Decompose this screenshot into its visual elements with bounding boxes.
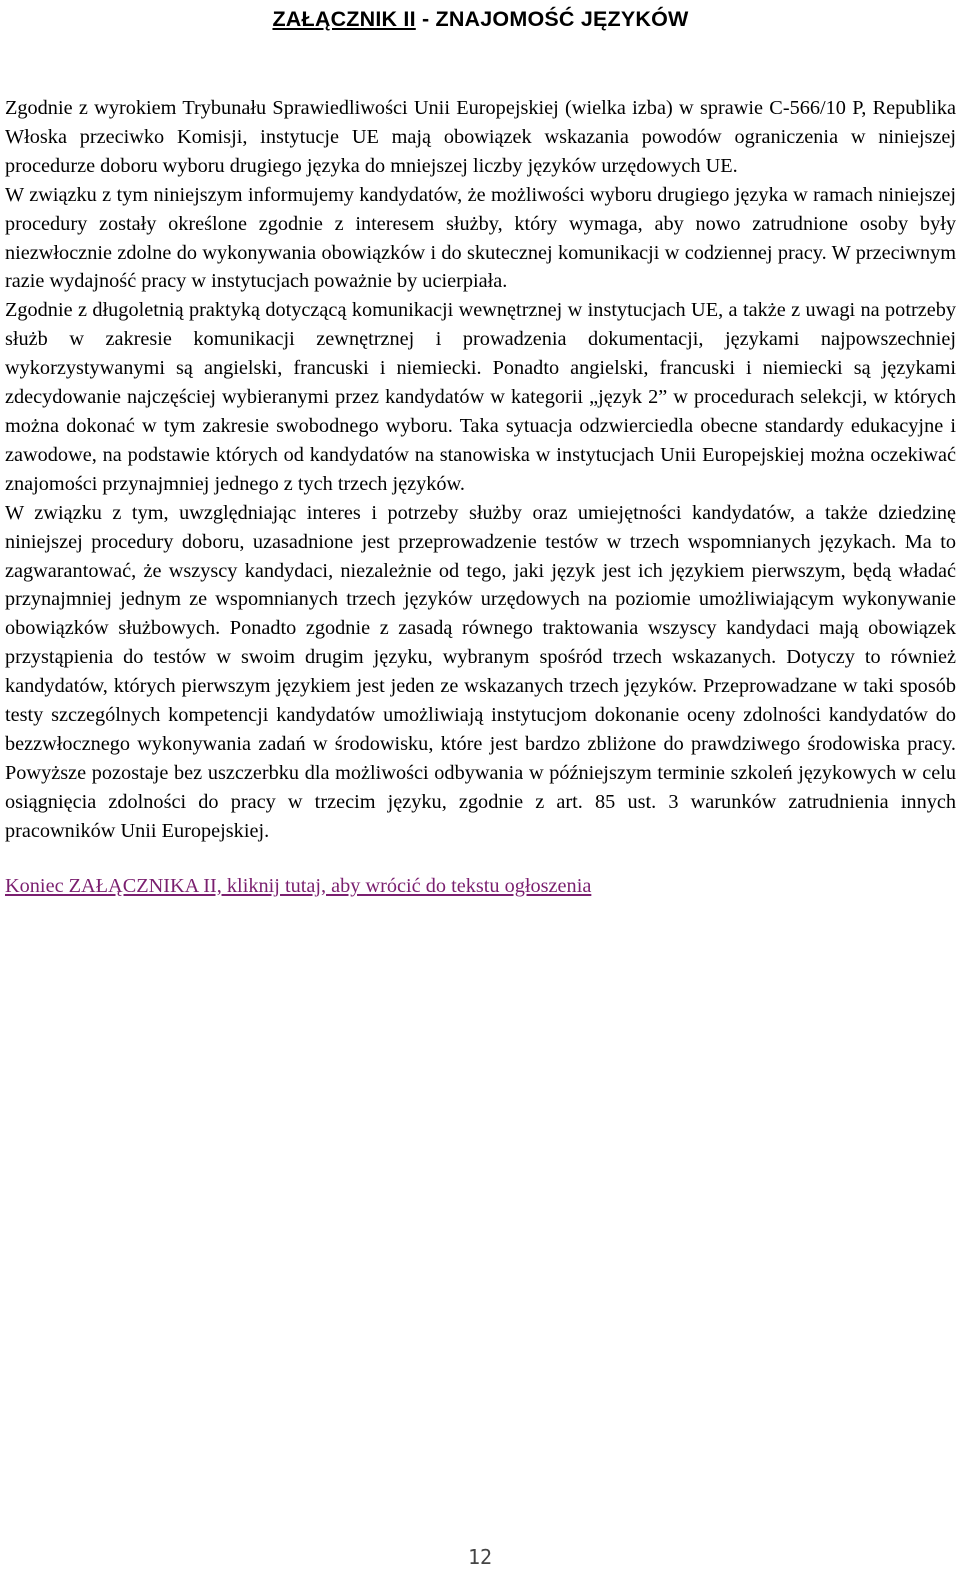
page-number: 12 — [467, 1545, 493, 1569]
page-title — [5, 6, 956, 32]
paragraph-language-choice: W związku z tym niniejszym informujemy kandydatów, że możliwości wyboru drugiego języka w ramach niniejszej procedury zostały określone zgodnie z interesem służby, który wymaga, aby nowo zatrudnione osoby były niezwłocznie zdolne do wykonywania obowiązków i do skutecznej komunikacji w codziennej pracy. W przeciwnym razie wydajność pracy w instytucjach poważnie by ucierpiała. — [5, 183, 956, 293]
document-page — [5, 0, 956, 921]
paragraph-common-languages: Zgodnie z długoletnią praktyką dotyczącą komunikacji wewnętrznej w instytucjach UE, a także z uwagi na potrzeby służb w zakresie komunikacji zewnętrznej i prowadzenia dokumentacji, językami najpowszechniej wykorzystywanymi są angielski, francuski i niemiecki. Ponadto angielski, francuski i niemiecki są językami zdecydowanie najczęściej wybieranymi przez kandydatów w kategorii „język 2” w procedurach selekcji, w których można dokonać w tym zakresie swobodnego wyboru. Taka sytuacja odzwierciedla obecne standardy edukacyjne i zawodowe, na podstawie których od kandydatów na stanowiska w instytucjach Unii Europejskiej można oczekiwać znajomości przynajmniej jednego z tych trzech języków. — [5, 299, 956, 495]
document-body — [5, 94, 956, 846]
back-link-paragraph — [5, 872, 956, 901]
back-to-notice-link[interactable]: Koniec ZAŁĄCZNIKA II, kliknij tutaj, aby wrócić do tekstu ogłoszenia — [5, 874, 592, 897]
annex-subtitle: - ZNAJOMOŚĆ JĘZYKÓW — [415, 7, 689, 31]
paragraph-testing-rationale: W związku z tym, uwzględniając interes i potrzeby służby oraz umiejętności kandydatów, a także dziedzinę niniejszej procedury doboru, uzasadnione jest przeprowadzenie testów w trzech wspomnianych językach. Ma to zagwarantować, że wszyscy kandydaci, niezależnie od tego, jaki język jest ich językiem pierwszym, będą władać przynajmniej jednym ze wspomnianych trzech języków urzędowych na poziomie umożliwiającym wykonywanie obowiązków służbowych. Ponadto zgodnie z zasadą równego traktowania wszyscy kandydaci mają obowiązek przystąpienia do testów w swoim drugim języku, wybranym spośród trzech wskazanych. Dotyczy to również kandydatów, których pierwszym językiem jest jeden ze wskazanych trzech języków. Przeprowadzane w taki sposób testy szczególnych kompetencji kandydatów umożliwiają instytucjom dokonanie oceny zdolności kandydatów do bezzwłocznego wykonywania zadań w środowisku, które jest bardzo zbliżone do prawdziwego środowiska pracy. Powyższe pozostaje bez uszczerbku dla możliwości odbywania w późniejszym terminie szkoleń językowych w celu osiągnięcia zdolności do pracy w trzecim języku, zgodnie z art. 85 ust. 3 warunków zatrudnienia innych pracowników Unii Europejskiej. — [5, 501, 956, 842]
paragraph-court-ruling: Zgodnie z wyrokiem Trybunału Sprawiedliwości Unii Europejskiej (wielka izba) w sprawie C-566/10 P, Republika Włoska przeciwko Komisji, instytucje UE mają obowiązek wskazania powodów ograniczenia w niniejszej procedurze doboru wyboru drugiego języka do mniejszej liczby języków urzędowych UE. — [5, 97, 956, 177]
annex-title: ZAŁĄCZNIK II — [272, 7, 416, 31]
